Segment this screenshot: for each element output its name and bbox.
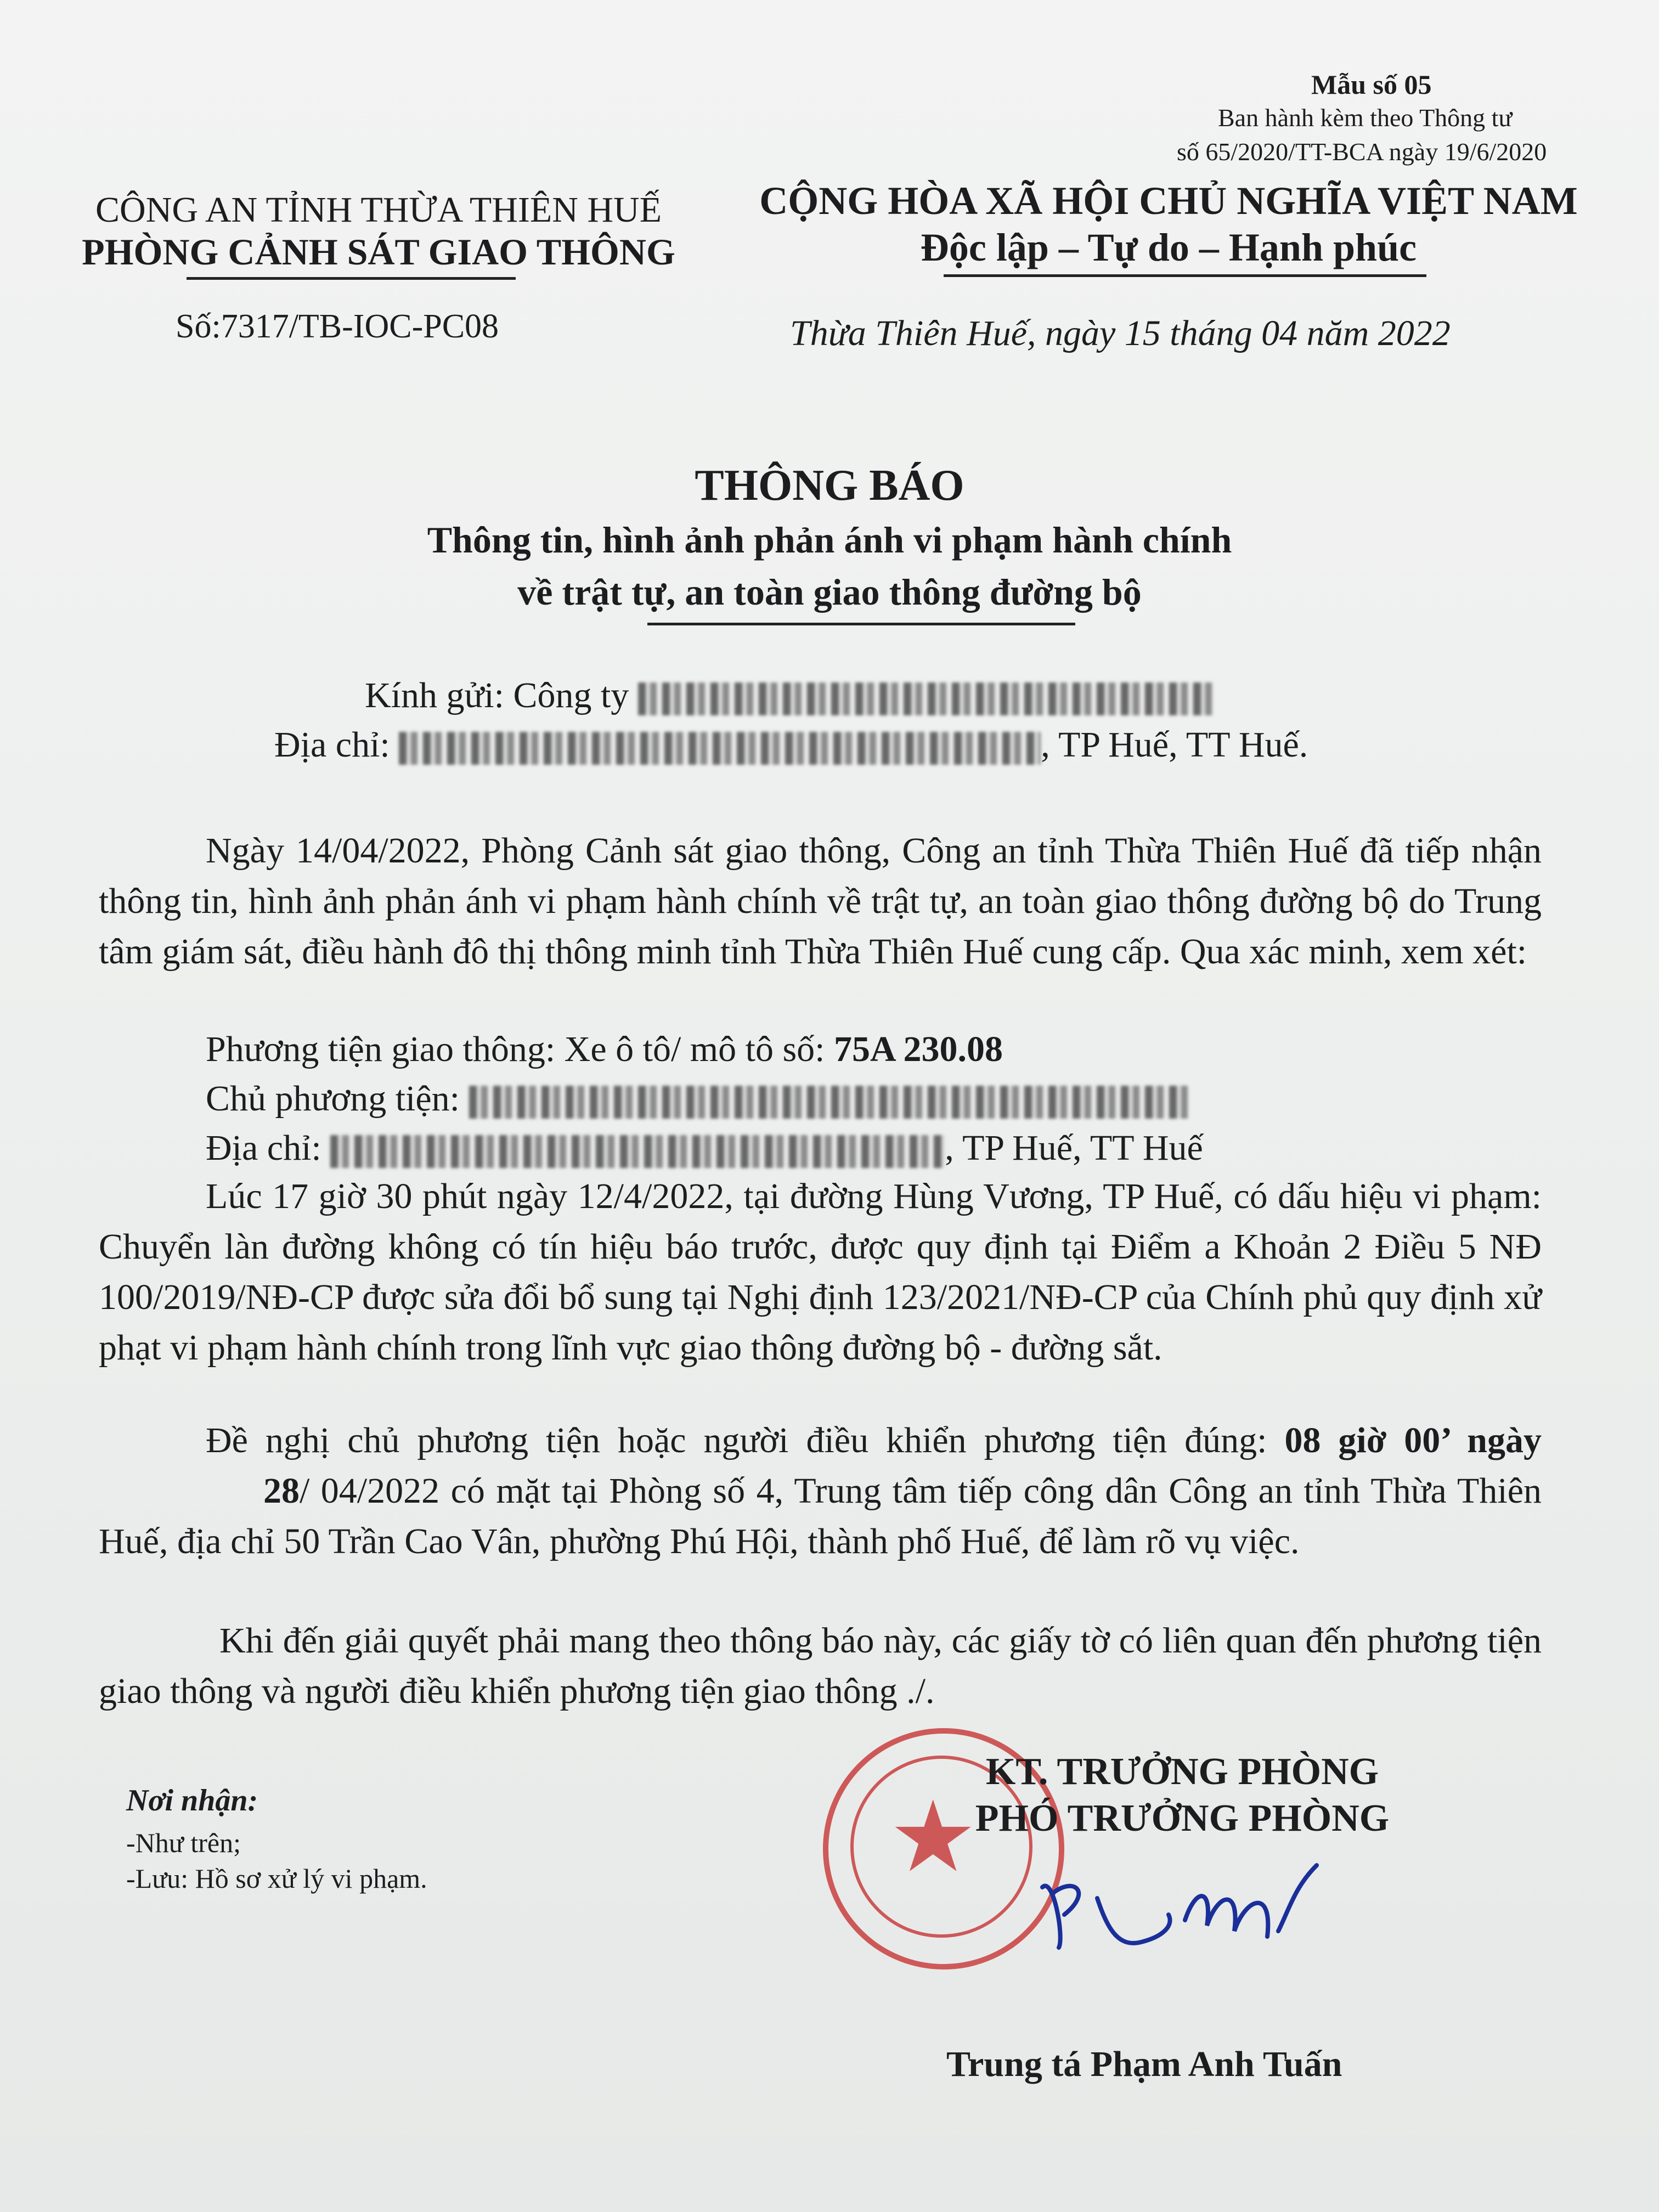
notice-subtitle-1: Thông tin, hình ảnh phản ánh vi phạm hành chính bbox=[427, 519, 1232, 561]
summons-date-day: 28 bbox=[263, 1471, 300, 1511]
form-issued-line2: số 65/2020/TT-BCA ngày 19/6/2020 bbox=[1177, 138, 1547, 166]
notice-title: THÔNG BÁO bbox=[695, 461, 964, 510]
summons-start: Đề nghị chủ phương tiện hoặc người điều khiển phương tiện đúng: bbox=[206, 1420, 1285, 1460]
vehicle-line bbox=[206, 1029, 1003, 1070]
paragraph-receipt: Ngày 14/04/2022, Phòng Cảnh sát giao thông, Công an tỉnh Thừa Thiên Huế đã tiếp nhận thông tin, hình ảnh phản ánh vi phạm hành chính về trật tự, an toàn giao thông đường bộ do Trung tâm giám sát, điều hành đô thị thông minh tỉnh Thừa Thiên Huế cung cấp. Qua xác minh, xem xét: bbox=[99, 831, 1542, 972]
owner-label: Chủ phương tiện: bbox=[206, 1079, 460, 1119]
department-name: PHÒNG CẢNH SÁT GIAO THÔNG bbox=[82, 231, 675, 273]
summons-date-rest: / 04/2022 bbox=[300, 1471, 440, 1511]
recipient-item-2: -Lưu: Hồ sơ xử lý vi phạm. bbox=[126, 1863, 427, 1894]
motto-underline bbox=[944, 274, 1426, 277]
sign-title-2: PHÓ TRƯỞNG PHÒNG bbox=[975, 1797, 1390, 1839]
agency-underline bbox=[187, 277, 516, 280]
recipient-line bbox=[365, 675, 1214, 716]
form-issued-line1: Ban hành kèm theo Thông tư bbox=[1218, 104, 1513, 132]
redacted-company bbox=[638, 682, 1214, 715]
form-number: Mẫu số 05 bbox=[1311, 69, 1432, 100]
owner-address-label: Địa chỉ: bbox=[206, 1128, 321, 1168]
recipient-address-line bbox=[274, 724, 1308, 766]
paragraph-documents: Khi đến giải quyết phải mang theo thông báo này, các giấy tờ có liên quan đến phương tiện giao thông và người điều khiển phương tiện giao thông ./. bbox=[99, 1621, 1542, 1711]
country-name: CỘNG HÒA XÃ HỘI CHỦ NGHĨA VIỆT NAM bbox=[759, 179, 1578, 223]
vehicle-label: Phương tiện giao thông: Xe ô tô/ mô tô số: bbox=[206, 1029, 834, 1069]
redacted-address bbox=[399, 732, 1041, 765]
redacted-owner-address bbox=[330, 1135, 945, 1168]
doc-number: Số:7317/TB-IOC-PC08 bbox=[176, 308, 499, 345]
recipient-label: Kính gửi: Công ty bbox=[365, 675, 629, 715]
signer-name: Trung tá Phạm Anh Tuấn bbox=[946, 2044, 1342, 2084]
recipient-address-label: Địa chỉ: bbox=[274, 725, 390, 765]
redacted-owner bbox=[469, 1086, 1188, 1119]
signature-mark bbox=[1031, 1854, 1361, 1964]
owner-line bbox=[206, 1078, 1188, 1120]
owner-address-line bbox=[206, 1127, 1203, 1169]
national-motto: Độc lập – Tự do – Hạnh phúc bbox=[920, 225, 1417, 269]
sign-title-1: KT. TRƯỞNG PHÒNG bbox=[985, 1751, 1379, 1793]
recipient-address-suffix: , TP Huế, TT Huế. bbox=[1041, 725, 1308, 765]
notice-subtitle-2: về trật tự, an toàn giao thông đường bộ bbox=[517, 571, 1142, 613]
title-underline bbox=[647, 623, 1075, 625]
vehicle-plate: 75A 230.08 bbox=[833, 1029, 1003, 1069]
place-date: Thừa Thiên Huế, ngày 15 tháng 04 năm 2022 bbox=[790, 313, 1451, 353]
recipient-item-1: -Như trên; bbox=[126, 1827, 241, 1858]
agency-name: CÔNG AN TỈNH THỪA THIÊN HUẾ bbox=[95, 190, 662, 230]
summons-time-minute: 00’ ngày bbox=[1404, 1420, 1542, 1460]
paragraph-violation: Lúc 17 giờ 30 phút ngày 12/4/2022, tại đường Hùng Vương, TP Huế, có dấu hiệu vi phạm: Chuyển làn đường không có tín hiệu báo trước, được quy định tại Điểm a Khoản 2 Điều 5 NĐ 100/2019/NĐ-CP được sửa đổi bổ sung tại Nghị định 123/2021/NĐ-CP của Chính phủ quy định xử phạt vi phạm hành chính trong lĩnh vực giao thông đường bộ - đường sắt. bbox=[99, 1176, 1542, 1368]
recipients-title: Nơi nhận: bbox=[126, 1784, 258, 1818]
summons-time-hour: 08 giờ bbox=[1284, 1420, 1387, 1460]
paragraph-summons bbox=[99, 1415, 1542, 1567]
owner-address-suffix: , TP Huế, TT Huế bbox=[945, 1128, 1203, 1168]
star-icon: ★ bbox=[889, 1783, 978, 1892]
summons-location: có mặt tại Phòng số 4, Trung tâm tiếp công dân Công an tỉnh Thừa Thiên Huế, địa chỉ 50 Trần Cao Vân, phường Phú Hội, thành phố Huế, để làm rõ vụ việc. bbox=[99, 1471, 1542, 1561]
